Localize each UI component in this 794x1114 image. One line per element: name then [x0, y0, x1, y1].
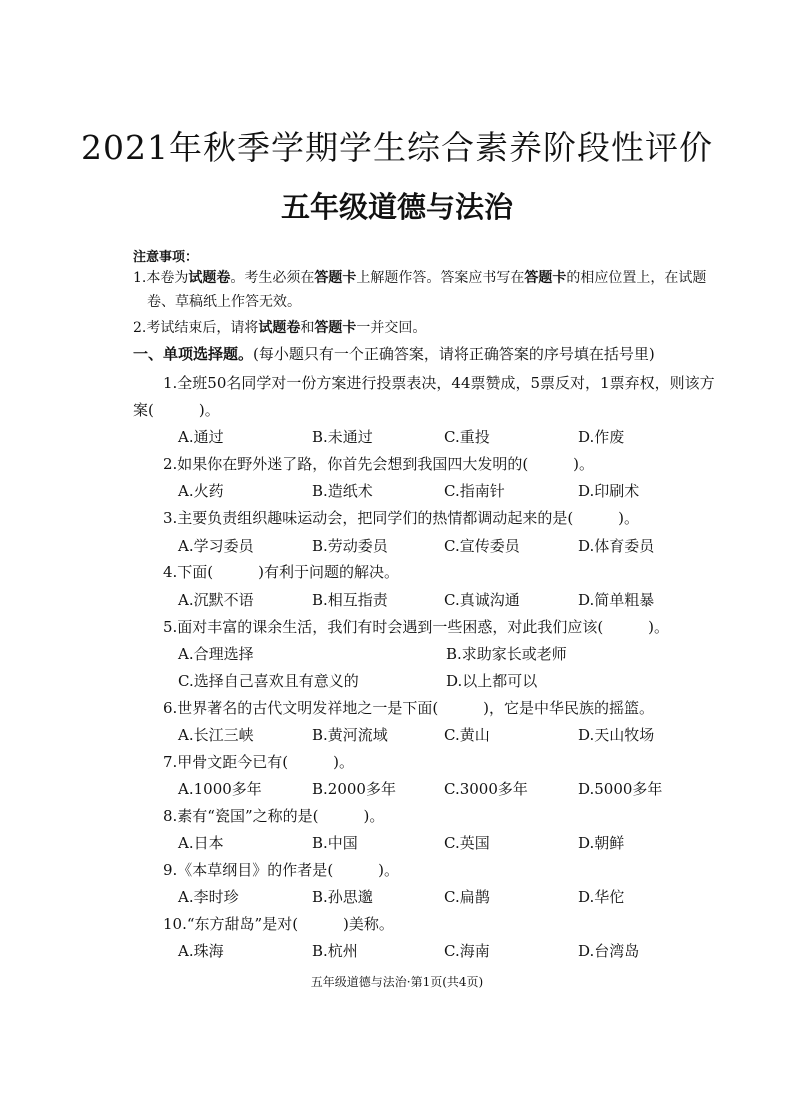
question-10: 10.“东方甜岛”是对( )美称。 — [163, 915, 394, 933]
question-10-option-d: D.台湾岛 — [578, 942, 640, 960]
question-9-option-a: A.李时珍 — [178, 888, 239, 906]
question-10-option-c: C.海南 — [444, 942, 490, 960]
question-7-option-b: B.2000多年 — [312, 780, 396, 798]
question-8: 8.素有“瓷国”之称的是( )。 — [163, 807, 385, 825]
question-9-option-c: C.扁鹊 — [444, 888, 490, 906]
question-1-continued: 案( )。 — [133, 401, 220, 419]
question-9-option-b: B.孙思邈 — [312, 888, 373, 906]
notice-item-1-line-2: 卷、草稿纸上作答无效。 — [147, 294, 301, 310]
question-5-option-a: A.合理选择 — [178, 645, 254, 663]
question-1-option-d: D.作废 — [578, 428, 625, 446]
question-5: 5.面对丰富的课余生活，我们有时会遇到一些困惑，对此我们应该( )。 — [163, 618, 670, 636]
question-8-option-d: D.朝鲜 — [578, 834, 625, 852]
question-2-option-a: A.火药 — [178, 482, 224, 500]
question-3-option-c: C.宣传委员 — [444, 537, 520, 555]
question-7-option-c: C.3000多年 — [444, 780, 528, 798]
question-2-option-b: B.造纸术 — [312, 482, 373, 500]
question-2-option-c: C.指南针 — [444, 482, 505, 500]
question-6-option-d: D.天山牧场 — [578, 726, 655, 744]
question-7: 7.甲骨文距今已有( )。 — [163, 753, 355, 771]
question-4-option-c: C.真诚沟通 — [444, 591, 520, 609]
notice-item-1 — [133, 266, 706, 314]
question-3-option-a: A.学习委员 — [178, 537, 254, 555]
question-8-option-c: C.英国 — [444, 834, 490, 852]
notice-heading: 注意事项： — [133, 250, 199, 265]
question-5-option-c: C.选择自己喜欢且有意义的 — [178, 672, 359, 690]
notice-item-1-line-1: 1.本卷为试题卷。考生必须在答题卡上解题作答。答案应书写在答题卡的相应位置上，在试题 — [133, 270, 707, 286]
exam-subtitle: 五年级道德与法治 — [280, 190, 513, 224]
question-4-option-a: A.沉默不语 — [178, 591, 254, 609]
question-1-option-b: B.未通过 — [312, 428, 373, 446]
question-6-option-a: A.长江三峡 — [178, 726, 254, 744]
section-heading: 一、单项选择题。(每小题只有一个正确答案，请将正确答案的序号填在括号里) — [133, 345, 655, 363]
question-1: 1.全班50名同学对一份方案进行投票表决，44票赞成，5票反对，1票弃权，则该方 — [163, 374, 715, 392]
question-5-option-d: D.以上都可以 — [446, 672, 538, 690]
question-4-option-d: D.简单粗暴 — [578, 591, 655, 609]
question-9-option-d: D.华佗 — [578, 888, 625, 906]
question-1-option-a: A.通过 — [178, 428, 224, 446]
question-3-option-b: B.劳动委员 — [312, 537, 388, 555]
question-3: 3.主要负责组织趣味运动会，把同学们的热情都调动起来的是( )。 — [163, 509, 640, 527]
question-10-option-a: A.珠海 — [178, 942, 224, 960]
question-1-option-c: C.重投 — [444, 428, 490, 446]
question-6-option-c: C.黄山 — [444, 726, 490, 744]
question-7-option-a: A.1000多年 — [178, 780, 262, 798]
question-10-option-b: B.杭州 — [312, 942, 358, 960]
notice-item-2: 2.考试结束后，请将试题卷和答题卡一并交回。 — [133, 320, 427, 336]
question-4-option-b: B.相互指责 — [312, 591, 388, 609]
question-2-option-d: D.印刷术 — [578, 482, 640, 500]
question-6: 6.世界著名的古代文明发祥地之一是下面( )，它是中华民族的摇篮。 — [163, 699, 655, 717]
question-6-option-b: B.黄河流域 — [312, 726, 388, 744]
question-4: 4.下面( )有利于问题的解决。 — [163, 563, 400, 581]
question-8-option-a: A.日本 — [178, 834, 224, 852]
question-9: 9.《本草纲目》的作者是( )。 — [163, 861, 400, 879]
question-3-option-d: D.体育委员 — [578, 537, 655, 555]
question-5-option-b: B.求助家长或老师 — [446, 645, 567, 663]
question-8-option-b: B.中国 — [312, 834, 358, 852]
exam-title: 2021年秋季学期学生综合素养阶段性评价 — [81, 128, 713, 167]
question-7-option-d: D.5000多年 — [578, 780, 663, 798]
question-2: 2.如果你在野外迷了路，你首先会想到我国四大发明的( )。 — [163, 455, 595, 473]
page-footer: 五年级道德与法治·第1页(共4页) — [310, 975, 484, 989]
